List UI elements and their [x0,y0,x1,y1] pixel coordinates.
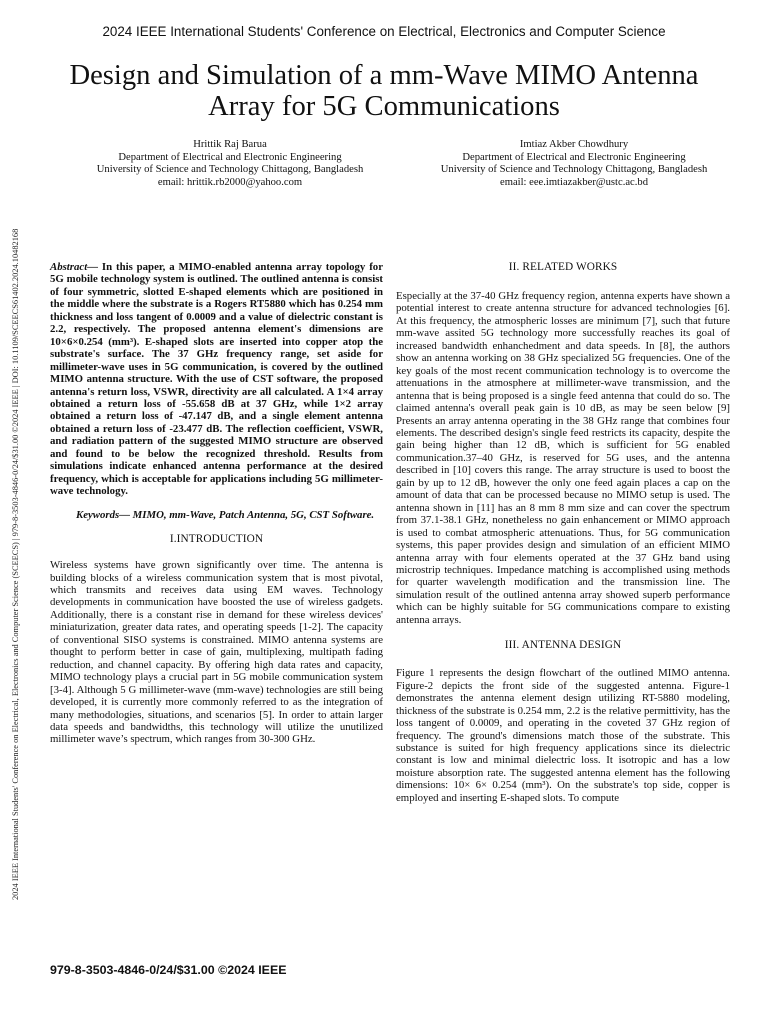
abstract-label: Abstract— [50,261,98,273]
abstract-text: In this paper, a MIMO-enabled antenna array topology for 5G mobile technology system is outlined. The outlined antenna is consist of four symmetric, slotted E-shaped elements which are positioned in the middle where the substrate is a Rogers RT5880 which has 0.254 mm thickness and loss tangent of 0.0009 and a value of dielectric constant is 2.2, respectively. The proposed antenna element's dimensions are 10×6×0.254 (mm³). E-shaped slots are inserted into copper atop the substrate's surface. The 37 GHz frequency range, set aside for millimeter-wave uses in 5G communication, is covered by the outlined MIMO antenna structure. With the use of CST software, the proposed antenna's return loss, VSWR, directivity are all calculated. A 1×4 array obtained a return loss of -55.658 dB at 37 GHz, while 1×2 array obtained a return loss of -47.147 dB, and a single element antenna obtained a return loss of -23.477 dB. The reflection coefficient, VSWR, and radiation pattern of the suggested MIMO structure are observed and found to be below the recognized threshold. Results from simulations indicate enhanced antenna performance at the desired frequency, which is acceptable for applications including 5G millimeter-wave technology. [50,261,383,498]
paper-title: Design and Simulation of a mm-Wave MIMO Antenna Array for 5G Communications [69,60,699,122]
section-heading-introduction: I.INTRODUCTION [169,533,264,546]
left-column [50,261,383,746]
related-works-text: Especially at the 37-40 GHz frequency region, antenna experts have shown a potential interest to create antenna structure for advanced technologies [6]. At this frequency, the atmospheric losses are minimum [7], such that future mm-wave assited 5G technology more successfully reaches its goal of increased bandwidth enhanchedment and data speeds. In [8], the authors show an antenna working on 38 GHz specialized 5G frequencies. One of the key goals of the most recent communication technology is to overcome the attenuations in the atmosphere at millimeter-wave transmission, and the antenna that is being proposed is a single feed antenna that could do so. The claimed antenna's overall peak gain is 10 dB, as may be seen below [9] Presents an array antenna operating in the 38 GHz range that combines four elements. The described design's single feed restricts its capacity, despite the gain being higher than 12 dB, which is sufficient for 5G enabled communication.37–40 GHz, is reserved for 5G uses, and the antenna described in [10] covers this range. The array structure is used to boost the gain by up to 12 dB, however the only one feed again places a cap on the amount of data that can be processed because no MIMO setup is used. The antenna shown in [11] has an 8 mm 8 mm size and can cover the spectrum from 37.1-38.1 GHz, nonetheless no gain enhancement or MIMO approach is used to combat atmospheric attenuations. Thus, for 5G communication systems, this paper provides design and simulation of an efficient MIMO antenna array with four elements operated at the 37 GHz band using microstrip techniques. Impedance matching is accomplished using methods for quarter wavelength modification and the transmission line. The simulation result of the outlined antenna array showed superb performance which can be highly suitable for 5G communications compare to existing antenna arrays. [396,290,730,626]
author-block-2 [374,139,768,189]
footer-identifier: 979-8-3503-4846-0/24/$31.00 ©2024 IEEE [50,963,287,977]
abstract [50,261,383,498]
author-department: Department of Electrical and Electronic Engineering [118,151,342,163]
author-university: University of Science and Technology Chittagong, Bangladesh [440,164,708,176]
keywords: Keywords— MIMO, mm-Wave, Patch Antenna, 5G, CST Software. [76,508,375,521]
author-email: email: hrittik.rb2000@yahoo.com [157,176,303,188]
right-column [396,261,730,804]
author-name: Hrittik Raj Barua [193,139,267,150]
conference-header: 2024 IEEE International Students' Conference on Electrical, Electronics and Computer Science [102,24,666,39]
section-heading-antenna-design: III. ANTENNA DESIGN [504,639,622,652]
author-block-1 [30,139,430,189]
author-department: Department of Electrical and Electronic Engineering [462,151,686,163]
author-email: email: eee.imtiazakber@ustc.ac.bd [500,176,648,188]
section-heading-related-works: II. RELATED WORKS [508,261,618,273]
author-name: Imtiaz Akber Chowdhury [519,139,629,150]
side-identifier: 2024 IEEE International Students' Conference on Electrical, Electronics and Computer Science (SCEECS) | 979-8-3503-4846-0/24/$31.00 ©2024 IEEE | DOI: 10.1109/SCEECS61402.2024.10482168 [11,228,20,900]
antenna-design-text: Figure 1 represents the design flowchart of the outlined MIMO antenna. Figure-2 depicts the front side of the suggested antenna. Figure-1 demonstrates the antenna element design utilizing RT-5880 modeling, thickness of the substrate is 0.254 mm, 2.2 is the relative permittivity, has the loss tangent of 0.0009, and operating in the coveted 37 GHz region of frequency. The ground's dimensions match those of the substrate. This substance is suited for high frequency applications since its dielectric constant is low and minimal dielectric loss. It isotropic and has a low moisture absorption rate. The suggested antenna element has the following dimensions: 10× 6× 0.254 (mm³). On the substrate's top side, copper is employed and inserting E-shaped slots. To compute [396,667,730,804]
introduction-text: Wireless systems have grown significantly over time. The antenna is building blocks of a wireless communication system that is most pivotal, which transmits and receives data using EM waves. Technology developments in communication have boosted the use of wireless gadgets. Additionally, there is a constant rise in demand for these wireless devices' miniaturization, greater data rates, and operating speeds [1-2]. The capacity of conventional SISO systems is constrained. MIMO antenna systems are thought to perform better in case of gain, multiplexing, multipath fading reduction, and channel capacity. By offering high data rates and capacity, MIMO technology plays a crucial part in 5G mobile communication system [3-4]. Although 5 G millimeter-wave (mm-wave) technologies are still being developed, it is currently more commonly referred to as the integration of many methodologies, situations, and scenarios [5]. In order to attain larger data speeds and bandwidths, this technology will utilize the unutilized millimeter wave’s spectrum, which ranges from 30-300 GHz. [50,559,383,746]
author-university: University of Science and Technology Chittagong, Bangladesh [96,164,364,176]
